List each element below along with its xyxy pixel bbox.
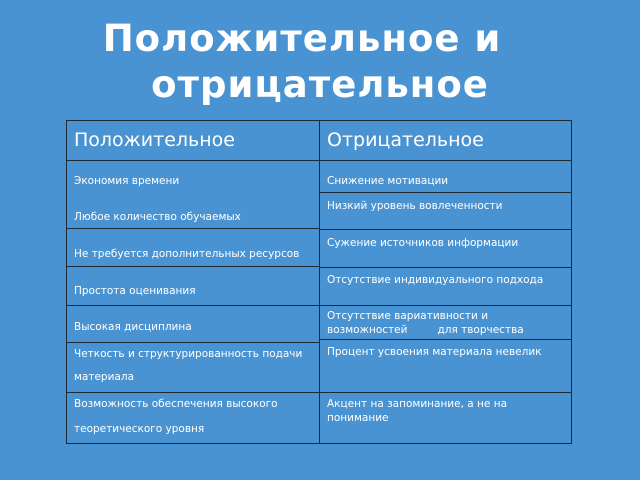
negative-item: Сужение источников информации: [327, 237, 519, 249]
positive-item: Любое количество обучаемых: [74, 211, 241, 223]
positive-item: Не требуется дополнительных ресурсов: [74, 248, 300, 260]
positive-item: Возможность обеспечения высокого: [74, 398, 278, 410]
positive-item: Простота оценивания: [74, 285, 196, 297]
negative-item: понимание: [327, 412, 389, 424]
negative-item: Низкий уровень вовлеченности: [327, 200, 503, 212]
positive-item: Четкость и структурированность подачи: [74, 348, 303, 360]
left-row-divider: [67, 228, 319, 229]
left-row-divider: [67, 392, 319, 393]
positive-item: Высокая дисциплина: [74, 321, 192, 333]
left-row-divider: [67, 160, 319, 161]
negative-item: возможностей для творчества: [327, 324, 524, 336]
comparison-table: [66, 120, 572, 444]
negative-item: Снижение мотивации: [327, 175, 449, 187]
negative-item: Отсутствие вариативности и: [327, 310, 489, 322]
slide-title-line-1: Положительное и: [102, 17, 502, 60]
right-row-divider: [319, 392, 571, 393]
left-row-divider: [67, 342, 319, 343]
column-divider: [319, 121, 320, 443]
negative-item: Акцент на запоминание, а не на: [327, 398, 507, 410]
slide-title: [0, 16, 640, 108]
right-row-divider: [319, 305, 571, 306]
positive-item: материала: [74, 371, 135, 383]
slide-title-line-2: отрицательное: [151, 63, 489, 106]
left-row-divider: [67, 305, 319, 306]
positive-item: теоретического уровня: [74, 423, 205, 435]
negative-item: Процент усвоения материала невелик: [327, 346, 542, 358]
negative-item: Отсутствие индивидуального подхода: [327, 274, 544, 286]
right-row-divider: [319, 267, 571, 268]
header-negative: Отрицательное: [327, 129, 484, 151]
right-row-divider: [319, 339, 571, 340]
right-row-divider: [319, 229, 571, 230]
left-row-divider: [67, 266, 319, 267]
header-positive: Положительное: [74, 129, 235, 151]
positive-item: Экономия времени: [74, 175, 180, 187]
right-row-divider: [319, 192, 571, 193]
right-row-divider: [319, 160, 571, 161]
